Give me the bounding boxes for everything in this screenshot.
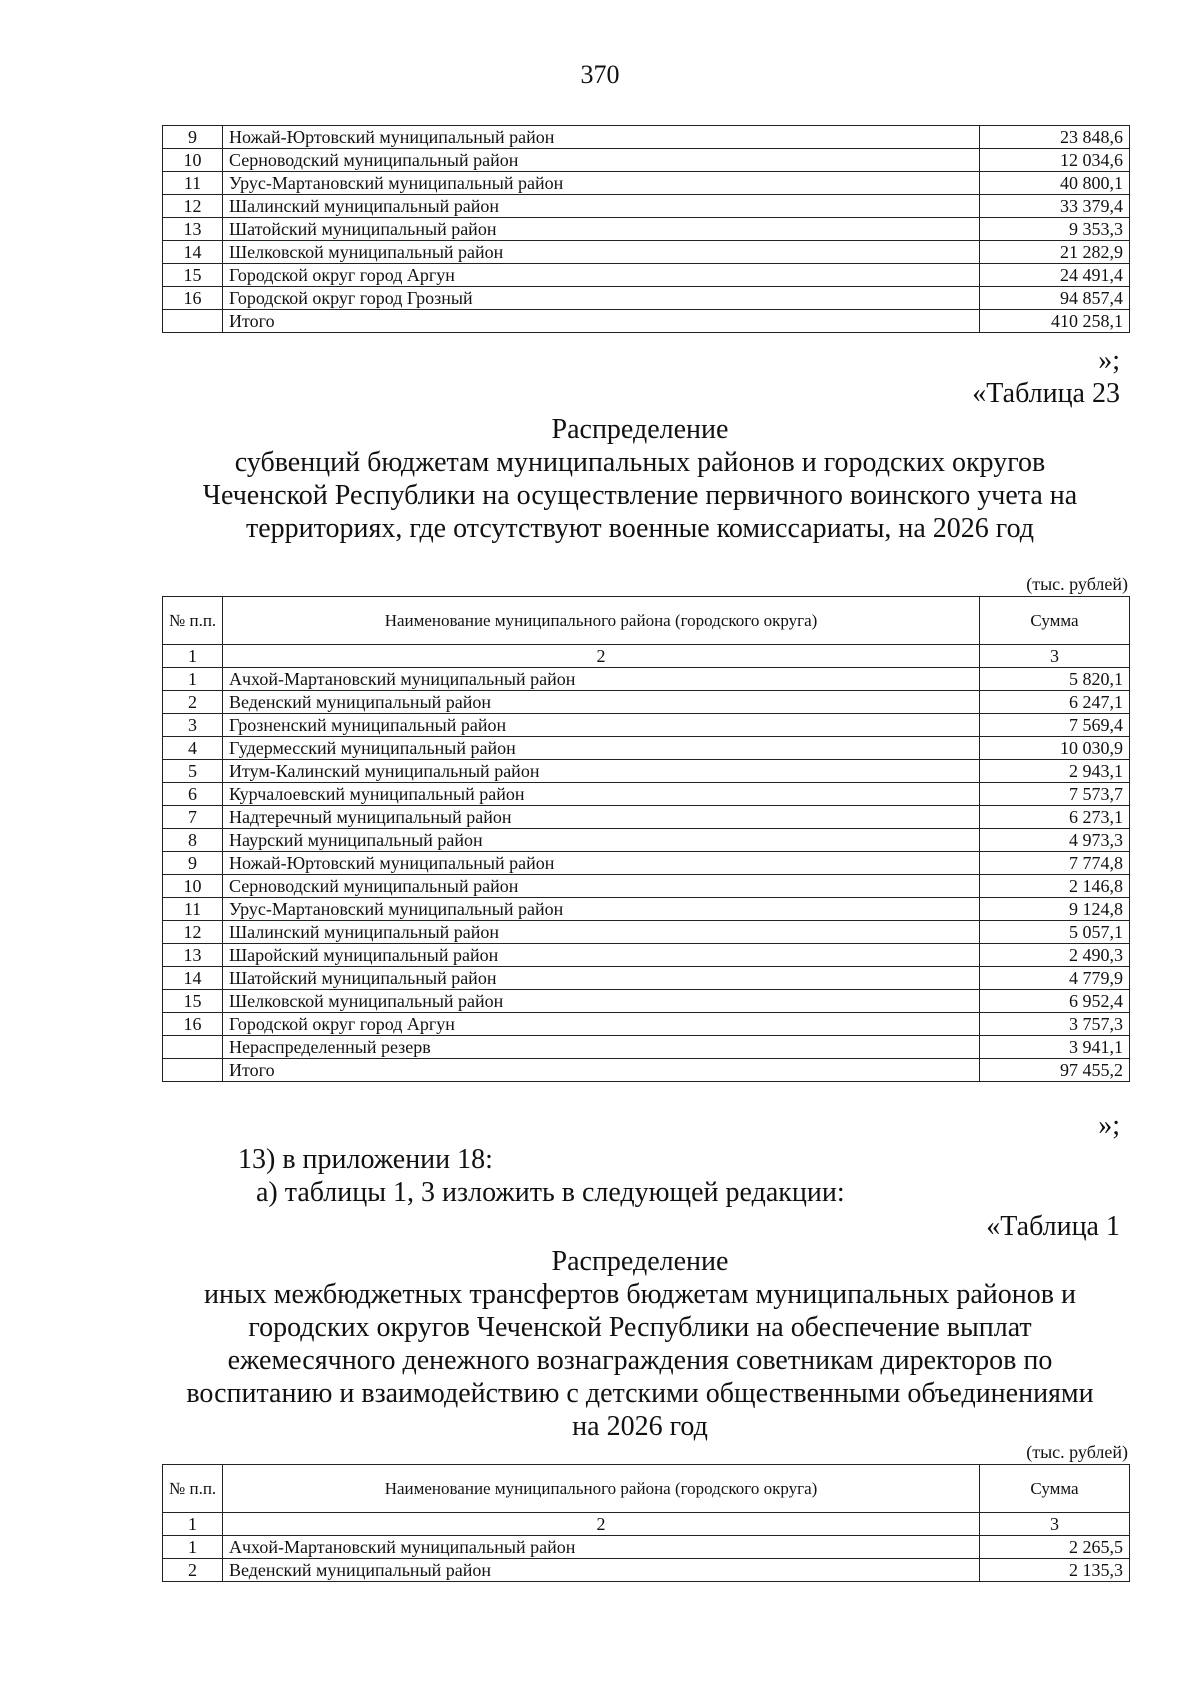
row-number: 13 — [163, 944, 223, 967]
row-number — [163, 1059, 223, 1082]
table-row — [163, 126, 1130, 149]
row-number: 5 — [163, 760, 223, 783]
row-sum: 12 034,6 — [980, 149, 1130, 172]
index-name: 2 — [223, 645, 980, 668]
table23-title-line: субвенций бюджетам муниципальных районов и городских округов — [234, 447, 1046, 478]
row-sum: 9 124,8 — [980, 898, 1130, 921]
row-sum: 4 779,9 — [980, 967, 1130, 990]
row-name: Веденский муниципальный район — [223, 691, 980, 714]
row-number: 15 — [163, 990, 223, 1013]
table1-title-line: Распределение — [551, 1246, 729, 1277]
row-name: Урус-Мартановский муниципальный район — [223, 172, 980, 195]
row-name: Итум-Калинский муниципальный район — [223, 760, 980, 783]
row-number: 14 — [163, 241, 223, 264]
index-sum: 3 — [980, 1513, 1130, 1536]
table-row — [163, 737, 1130, 760]
table-index-row — [163, 645, 1130, 668]
table-row — [163, 783, 1130, 806]
paragraph-a: а) таблицы 1, 3 изложить в следующей редакции: — [256, 1177, 845, 1208]
row-name: Нераспределенный резерв — [223, 1036, 980, 1059]
row-name: Шелковской муниципальный район — [223, 990, 980, 1013]
table-row — [163, 760, 1130, 783]
row-name: Наурский муниципальный район — [223, 829, 980, 852]
row-name: Шатойский муниципальный район — [223, 967, 980, 990]
table-row — [163, 1013, 1130, 1036]
table-index-row — [163, 1513, 1130, 1536]
row-name: Серноводский муниципальный район — [223, 875, 980, 898]
table-row — [163, 172, 1130, 195]
row-sum: 6 952,4 — [980, 990, 1130, 1013]
row-sum: 97 455,2 — [980, 1059, 1130, 1082]
row-name: Урус-Мартановский муниципальный район — [223, 898, 980, 921]
row-number: 9 — [163, 126, 223, 149]
row-number: 2 — [163, 1559, 223, 1582]
row-name: Гудермесский муниципальный район — [223, 737, 980, 760]
row-sum: 24 491,4 — [980, 264, 1130, 287]
row-sum: 7 573,7 — [980, 783, 1130, 806]
row-name: Городской округ город Аргун — [223, 1013, 980, 1036]
table-row — [163, 287, 1130, 310]
table-row — [163, 241, 1130, 264]
row-sum: 4 973,3 — [980, 829, 1130, 852]
row-number: 11 — [163, 172, 223, 195]
table-row — [163, 944, 1130, 967]
row-sum: 2 146,8 — [980, 875, 1130, 898]
row-name: Шатойский муниципальный район — [223, 218, 980, 241]
header-name: Наименование муниципального района (городского округа) — [223, 597, 980, 645]
row-sum: 2 135,3 — [980, 1559, 1130, 1582]
row-name: Ачхой-Мартановский муниципальный район — [223, 668, 980, 691]
table1-title-line: городских округов Чеченской Республики на обеспечение выплат — [248, 1312, 1032, 1343]
row-sum: 7 569,4 — [980, 714, 1130, 737]
table-row — [163, 852, 1130, 875]
row-name: Шаройский муниципальный район — [223, 944, 980, 967]
row-sum: 23 848,6 — [980, 126, 1130, 149]
table1-label: «Таблица 1 — [986, 1211, 1120, 1242]
row-sum: 10 030,9 — [980, 737, 1130, 760]
table-row — [163, 264, 1130, 287]
table-row — [163, 195, 1130, 218]
row-name: Веденский муниципальный район — [223, 1559, 980, 1582]
page-number: 370 — [580, 60, 620, 89]
row-sum: 94 857,4 — [980, 287, 1130, 310]
row-sum: 6 247,1 — [980, 691, 1130, 714]
table-row — [163, 1559, 1130, 1582]
row-sum: 7 774,8 — [980, 852, 1130, 875]
table1-title-line: иных межбюджетных трансфертов бюджетам муниципальных районов и — [204, 1279, 1076, 1310]
row-number: 4 — [163, 737, 223, 760]
table-row — [163, 898, 1130, 921]
row-sum: 5 057,1 — [980, 921, 1130, 944]
row-name: Курчалоевский муниципальный район — [223, 783, 980, 806]
index-num: 1 — [163, 645, 223, 668]
row-sum: 33 379,4 — [980, 195, 1130, 218]
header-sum: Сумма — [980, 597, 1130, 645]
table1 — [162, 1464, 1130, 1582]
row-sum: 3 757,3 — [980, 1013, 1130, 1036]
row-sum: 40 800,1 — [980, 172, 1130, 195]
row-number: 7 — [163, 806, 223, 829]
row-number: 9 — [163, 852, 223, 875]
table23-title-line: Распределение — [551, 414, 729, 445]
table-row — [163, 921, 1130, 944]
row-number: 6 — [163, 783, 223, 806]
row-number: 12 — [163, 195, 223, 218]
table-row — [163, 829, 1130, 852]
row-number: 1 — [163, 1536, 223, 1559]
row-name: Шелковской муниципальный район — [223, 241, 980, 264]
index-name: 2 — [223, 1513, 980, 1536]
table-row — [163, 149, 1130, 172]
row-name: Городской округ город Аргун — [223, 264, 980, 287]
row-name: Итого — [223, 310, 980, 333]
row-number: 10 — [163, 149, 223, 172]
table23 — [162, 596, 1130, 1082]
table-row — [163, 691, 1130, 714]
table-row — [163, 990, 1130, 1013]
row-number: 14 — [163, 967, 223, 990]
row-number: 8 — [163, 829, 223, 852]
row-number: 1 — [163, 668, 223, 691]
row-name: Ножай-Юртовский муниципальный район — [223, 852, 980, 875]
row-number — [163, 310, 223, 333]
table23-title-line: территориях, где отсутствуют военные комиссариаты, на 2026 год — [245, 513, 1035, 544]
index-sum: 3 — [980, 645, 1130, 668]
row-sum: 2 943,1 — [980, 760, 1130, 783]
table23-closing: »; — [1098, 1110, 1120, 1141]
row-name: Шалинский муниципальный район — [223, 921, 980, 944]
row-name: Ачхой-Мартановский муниципальный район — [223, 1536, 980, 1559]
row-sum: 2 265,5 — [980, 1536, 1130, 1559]
table1-units: (тыс. рублей) — [1026, 1442, 1128, 1462]
row-number: 15 — [163, 264, 223, 287]
index-num: 1 — [163, 1513, 223, 1536]
table23-label: «Таблица 23 — [972, 378, 1120, 409]
row-name: Шалинский муниципальный район — [223, 195, 980, 218]
table23-title-line: Чеченской Республики на осуществление первичного воинского учета на — [202, 480, 1078, 511]
row-sum: 5 820,1 — [980, 668, 1130, 691]
table-header-row — [163, 597, 1130, 645]
row-number: 11 — [163, 898, 223, 921]
header-num: № п.п. — [163, 1465, 223, 1513]
row-number: 3 — [163, 714, 223, 737]
row-name: Ножай-Юртовский муниципальный район — [223, 126, 980, 149]
row-name: Итого — [223, 1059, 980, 1082]
table-row — [163, 668, 1130, 691]
table1-title-line: воспитанию и взаимодействию с детскими общественными объединениями — [186, 1378, 1094, 1409]
table1-title-line: на 2026 год — [572, 1411, 708, 1442]
table-row — [163, 1059, 1130, 1082]
row-sum: 410 258,1 — [980, 310, 1130, 333]
table-row — [163, 1536, 1130, 1559]
row-number: 16 — [163, 1013, 223, 1036]
row-number: 12 — [163, 921, 223, 944]
row-name: Серноводский муниципальный район — [223, 149, 980, 172]
row-number: 10 — [163, 875, 223, 898]
row-name: Грозненский муниципальный район — [223, 714, 980, 737]
table-row — [163, 806, 1130, 829]
row-sum: 2 490,3 — [980, 944, 1130, 967]
table-previous-continuation — [162, 125, 1130, 333]
table23-title — [150, 413, 1130, 545]
table1-title — [150, 1245, 1130, 1443]
row-sum: 6 273,1 — [980, 806, 1130, 829]
row-sum: 9 353,3 — [980, 218, 1130, 241]
header-sum: Сумма — [980, 1465, 1130, 1513]
table-row — [163, 714, 1130, 737]
row-number: 13 — [163, 218, 223, 241]
row-number — [163, 1036, 223, 1059]
row-name: Надтеречный муниципальный район — [223, 806, 980, 829]
row-number: 16 — [163, 287, 223, 310]
table-row — [163, 875, 1130, 898]
row-number: 2 — [163, 691, 223, 714]
header-name: Наименование муниципального района (городского округа) — [223, 1465, 980, 1513]
table23-units: (тыс. рублей) — [1026, 574, 1128, 594]
table-row — [163, 967, 1130, 990]
table-row — [163, 310, 1130, 333]
table-row — [163, 218, 1130, 241]
row-sum: 3 941,1 — [980, 1036, 1130, 1059]
row-name: Городской округ город Грозный — [223, 287, 980, 310]
row-sum: 21 282,9 — [980, 241, 1130, 264]
header-num: № п.п. — [163, 597, 223, 645]
table-row — [163, 1036, 1130, 1059]
table1-title-line: ежемесячного денежного вознаграждения советникам директоров по — [227, 1345, 1053, 1376]
paragraph-13: 13) в приложении 18: — [238, 1144, 493, 1175]
table-previous-closing: »; — [1098, 345, 1120, 376]
table-header-row — [163, 1465, 1130, 1513]
